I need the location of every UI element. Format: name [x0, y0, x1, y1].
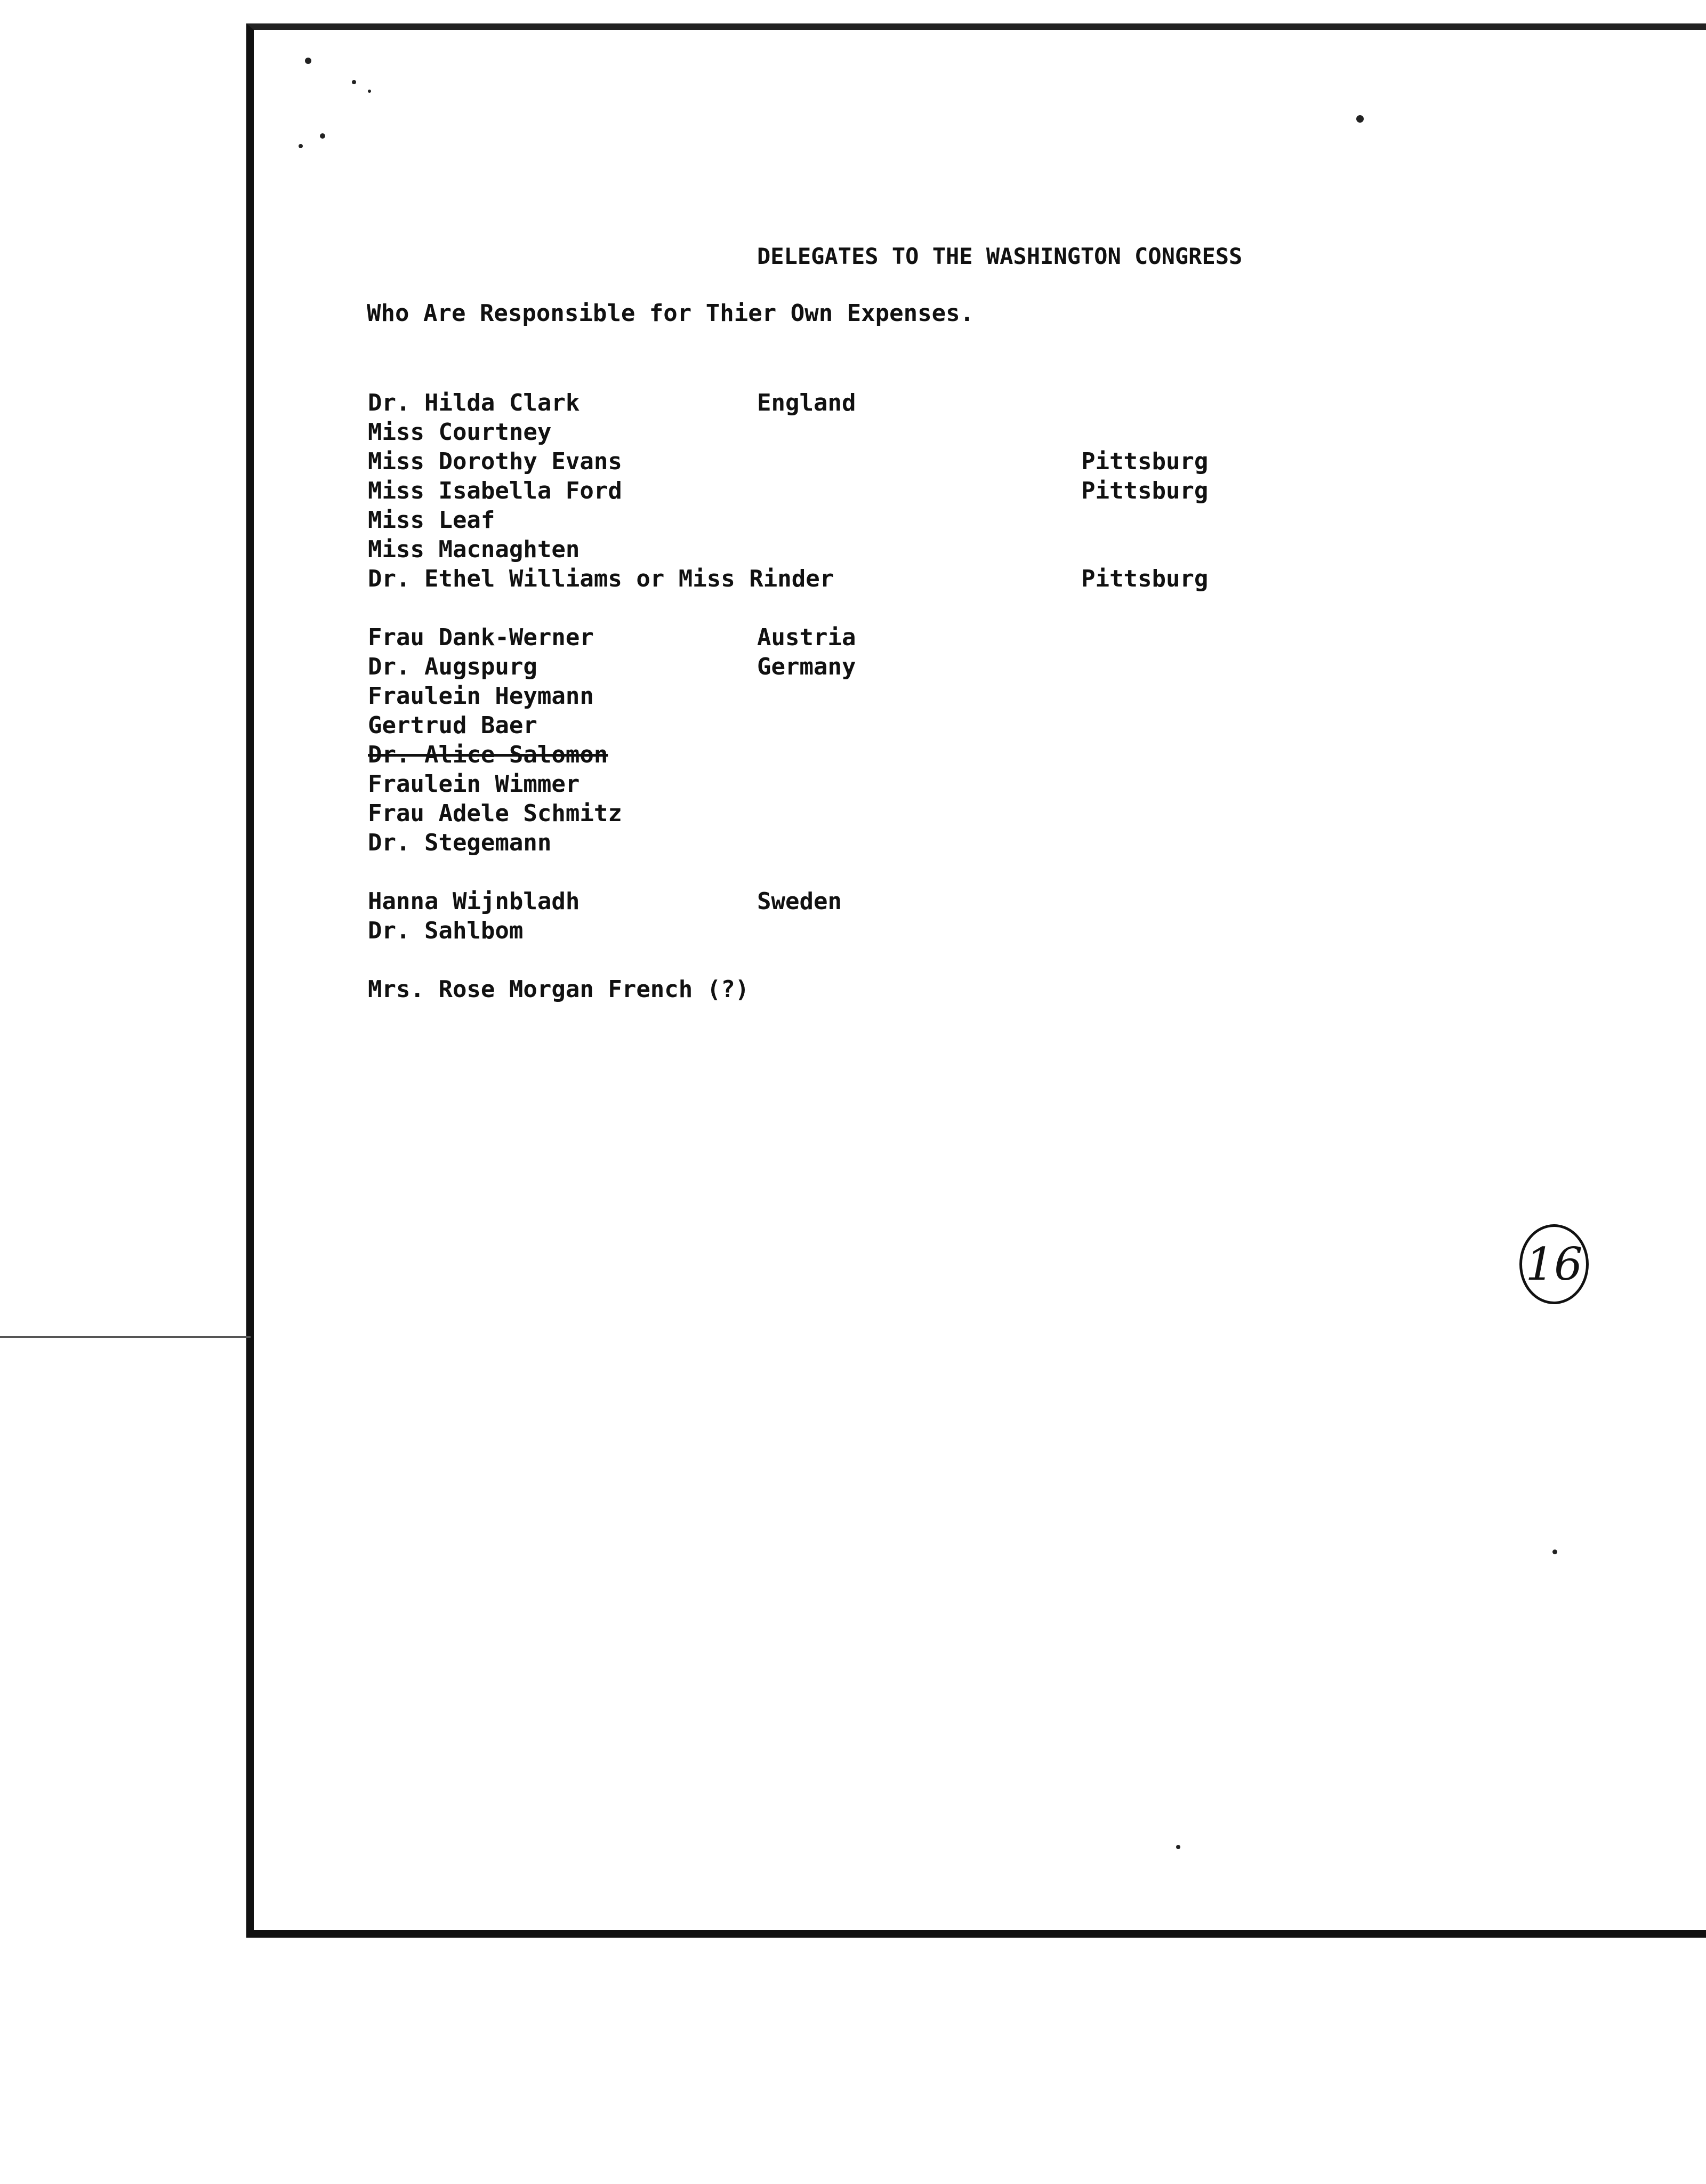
delegate-name: Dr. Augspurg	[368, 653, 537, 680]
document-title: DELEGATES TO THE WASHINGTON CONGRESS	[757, 243, 1243, 269]
scan-edge-line	[0, 1336, 251, 1338]
delegate-row	[0, 653, 1706, 681]
handwritten-page-number: 16	[1519, 1224, 1589, 1304]
delegate-city: Pittsburg	[1081, 477, 1209, 504]
delegate-name: Frau Adele Schmitz	[368, 800, 622, 827]
scan-speck	[1176, 1845, 1180, 1849]
delegate-row	[0, 888, 1706, 916]
delegate-row	[0, 624, 1706, 652]
delegate-row	[0, 565, 1706, 593]
delegate-name: Fraulein Wimmer	[368, 770, 580, 798]
delegate-row	[0, 419, 1706, 446]
delegate-name: Miss Courtney	[368, 419, 552, 446]
delegate-name: Miss Isabella Ford	[368, 477, 622, 504]
scan-speck	[305, 58, 311, 64]
scan-speck	[1552, 1549, 1557, 1554]
delegate-name: Gertrud Baer	[368, 712, 537, 739]
delegate-row	[0, 741, 1706, 769]
delegate-country: Austria	[757, 624, 856, 651]
delegate-row	[0, 829, 1706, 857]
scan-speck	[299, 144, 303, 148]
delegate-name: Hanna Wijnbladh	[368, 888, 580, 915]
delegate-country: Germany	[757, 653, 856, 680]
delegate-name: Dr. Stegemann	[368, 829, 552, 856]
delegate-name: Dr. Hilda Clark	[368, 389, 580, 416]
delegate-country: England	[757, 389, 856, 416]
delegate-country: Sweden	[757, 888, 842, 915]
delegate-row	[0, 800, 1706, 828]
delegate-name: Miss Dorothy Evans	[368, 448, 622, 475]
delegate-row	[0, 477, 1706, 505]
delegate-name-struck-through: Dr. Alice Salomon	[368, 741, 608, 768]
delegate-row	[0, 389, 1706, 417]
delegate-name: Frau Dank-Werner	[368, 624, 594, 651]
delegate-name: Fraulein Heymann	[368, 682, 594, 710]
scan-speck	[1356, 115, 1364, 123]
delegate-row	[0, 770, 1706, 798]
scan-speck	[320, 133, 325, 139]
scan-speck	[368, 90, 371, 93]
delegate-city: Pittsburg	[1081, 565, 1209, 592]
delegate-name: Dr. Ethel Williams or Miss Rinder	[368, 565, 834, 592]
delegate-row	[0, 976, 1706, 1003]
delegate-row	[0, 536, 1706, 564]
delegate-name: Miss Leaf	[368, 507, 495, 534]
document-subtitle: Who Are Responsible for Thier Own Expenses.	[367, 300, 975, 327]
delegate-row	[0, 712, 1706, 740]
delegate-name: Miss Macnaghten	[368, 536, 580, 563]
delegate-row	[0, 448, 1706, 476]
delegate-city: Pittsburg	[1081, 448, 1209, 475]
delegate-row	[0, 917, 1706, 945]
delegate-row	[0, 507, 1706, 534]
scan-speck	[352, 80, 356, 84]
delegate-name: Dr. Sahlbom	[368, 917, 524, 944]
delegate-row	[0, 682, 1706, 710]
delegate-name: Mrs. Rose Morgan French (?)	[368, 976, 750, 1003]
